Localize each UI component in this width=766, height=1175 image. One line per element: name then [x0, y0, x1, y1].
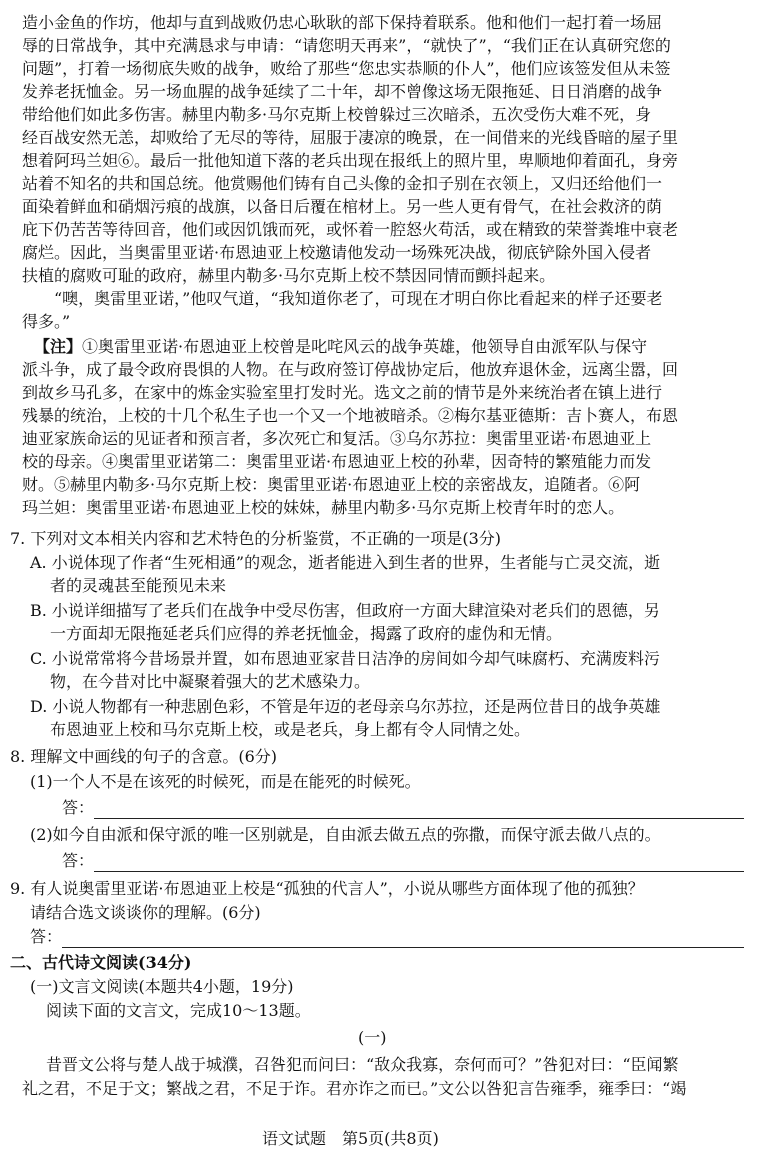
note-line: 校的母亲。④奥雷里亚诺第二：奥雷里亚诺·布恩迪亚上校的孙辈，因奇特的繁殖能力而发 [22, 452, 652, 471]
answer-label: 答： [30, 927, 63, 946]
option-b-cont: 一方面却无限拖延老兵们应得的养老抚恤金，揭露了政府的虚伪和无情。 [50, 624, 563, 643]
answer-line[interactable] [94, 871, 744, 872]
note-line: 残暴的统治，上校的十几个私生子也一个又一个地被暗杀。②梅尔基亚德斯：吉卜赛人，布恩 [22, 406, 679, 425]
note-line: 财。⑤赫里内勒多·马尔克斯上校：奥雷里亚诺·布恩迪亚上校的亲密战友，追随者。⑥阿 [22, 475, 641, 494]
question-stem: 9. 有人说奥雷里亚诺·布恩迪亚上校是“孤独的代言人”，小说从哪些方面体现了他的孤独？ [10, 879, 644, 898]
passage-part-label: (一) [358, 1028, 387, 1047]
passage-line: 造小金鱼的作坊，他却与直到战败仍忠心耿耿的部下保持着联系。他和他们一起打着一场屈 [22, 13, 663, 32]
passage-line: 发养老抚恤金。另一场血腥的战争延续了二十年，却不曾像这场无限拖延、日日消磨的战争 [22, 82, 663, 101]
question-stem-cont: 请结合选文谈谈你的理解。(6分) [30, 903, 261, 922]
note-line: 玛兰妲：奥雷里亚诺·布恩迪亚上校的妹妹，赫里内勒多·马尔克斯上校青年时的恋人。 [22, 498, 625, 517]
instruction: 阅读下面的文言文，完成10～13题。 [46, 1001, 311, 1020]
passage-line: 问题”，打着一场彻底失败的战争，败给了那些“您忠实恭顺的仆人”，他们应该签发但从未签 [22, 59, 671, 78]
option-c: C. 小说常常将今昔场景并置，如布恩迪亚家昔日洁净的房间如今却气味腐朽、充满废料污 [30, 649, 660, 668]
option-d: D. 小说人物都有一种悲剧色彩，不管是年迈的老母亲乌尔苏拉，还是两位昔日的战争英雄 [30, 697, 661, 716]
notes-label: 【注】 [34, 337, 83, 356]
passage-line: 带给他们如此多伤害。赫里内勒多·马尔克斯上校曾躲过三次暗杀，五次受伤大难不死，身 [22, 105, 652, 124]
section-subtitle: (一)文言文阅读(本题共4小题，19分) [30, 977, 294, 996]
passage-line: 面染着鲜血和硝烟污痕的战旗，以备日后覆在棺材上。另一些人更有骨气，在社会救济的荫 [22, 197, 663, 216]
note-line: 迪亚家族命运的见证者和预言者，多次死亡和复活。③乌尔苏拉：奥雷里亚诺·布恩迪亚上 [22, 429, 652, 448]
option-a: A. 小说体现了作者“生死相通”的观念，逝者能进入到生者的世界，生者能与亡灵交流，逝 [30, 553, 661, 572]
option-b: B. 小说详细描写了老兵们在战争中受尽伤害，但政府一方面大肆渲染对老兵们的恩德，另 [30, 601, 660, 620]
answer-label: 答： [62, 851, 95, 870]
q8-item-1: (1)一个人不是在该死的时候死，而是在能死的时候死。 [30, 772, 421, 791]
passage-line: 经百战安然无恙，却败给了无尽的等待，屈服于凄凉的晚景，在一间借来的光线昏暗的屋子里 [22, 128, 679, 147]
question-stem: 7. 下列对文本相关内容和艺术特色的分析鉴赏，不正确的一项是(3分) [10, 529, 502, 548]
option-a-cont: 者的灵魂甚至能预见未来 [50, 576, 227, 595]
passage-line: 想着阿玛兰妲⑥。最后一批他知道下落的老兵出现在报纸上的照片里，卑顺地仰着面孔，身旁 [22, 151, 679, 170]
note-line: 派斗争，成了最令政府畏惧的人物。在与政府签订停战协定后，他放弃退休金，远离尘嚣，回 [22, 360, 679, 379]
passage-line: 庇下仍苦苦等待回音，他们或因饥饿而死，或怀着一腔怒火苟活，或在精致的荣誉粪堆中衰老 [22, 220, 679, 239]
option-c-cont: 物，在今昔对比中凝聚着强大的艺术感染力。 [50, 672, 371, 691]
answer-line[interactable] [62, 947, 744, 948]
passage-line: 得多。” [22, 312, 71, 331]
passage-line: 腐烂。因此，当奥雷里亚诺·布恩迪亚上校邀请他发动一场殊死决战，彻底铲除外国入侵者 [22, 243, 652, 262]
answer-line[interactable] [94, 818, 744, 819]
q8-item-2: (2)如今自由派和保守派的唯一区别就是，自由派去做五点的弥撒，而保守派去做八点的。 [30, 825, 661, 844]
option-d-cont: 布恩迪亚上校和马尔克斯上校，或是老兵，身上都有令人同情之处。 [50, 720, 531, 739]
passage-line: “噢，奥雷里亚诺，”他叹气道，“我知道你老了，可现在才明白你比看起来的样子还要老 [54, 289, 663, 308]
passage-line: 站着不知名的共和国总统。他赏赐他们铸有自己头像的金扣子别在衣领上，又归还给他们一 [22, 174, 663, 193]
note-line: 到故乡马孔多，在家中的炼金实验室里打发时光。选文之前的情节是外来统治者在镇上进行 [22, 383, 663, 402]
classical-line: 昔晋文公将与楚人战于城濮，召咎犯而问曰：“敌众我寡，奈何而可？”咎犯对曰：“臣闻繁 [46, 1055, 679, 1074]
passage-line: 辱的日常战争，其中充满恳求与申请：“请您明天再来”，“就快了”，“我们正在认真研究您的 [22, 36, 671, 55]
passage-line: 扶植的腐败可耻的政府，赫里内勒多·马尔克斯上校不禁因同情而颤抖起来。 [22, 266, 556, 285]
answer-label: 答： [62, 798, 95, 817]
classical-line: 礼之君，不足于文；繁战之君，不足于诈。君亦诈之而已。”文公以咎犯言告雍季，雍季曰：“竭 [22, 1079, 687, 1098]
page-footer: 语文试题 第5页(共8页) [262, 1129, 439, 1148]
note-line: ①奥雷里亚诺·布恩迪亚上校曾是叱咤风云的战争英雄，他领导自由派军队与保守 [82, 337, 648, 356]
question-stem: 8. 理解文中画线的句子的含意。(6分) [10, 747, 278, 766]
section-title: 二、古代诗文阅读(34分) [10, 953, 192, 972]
